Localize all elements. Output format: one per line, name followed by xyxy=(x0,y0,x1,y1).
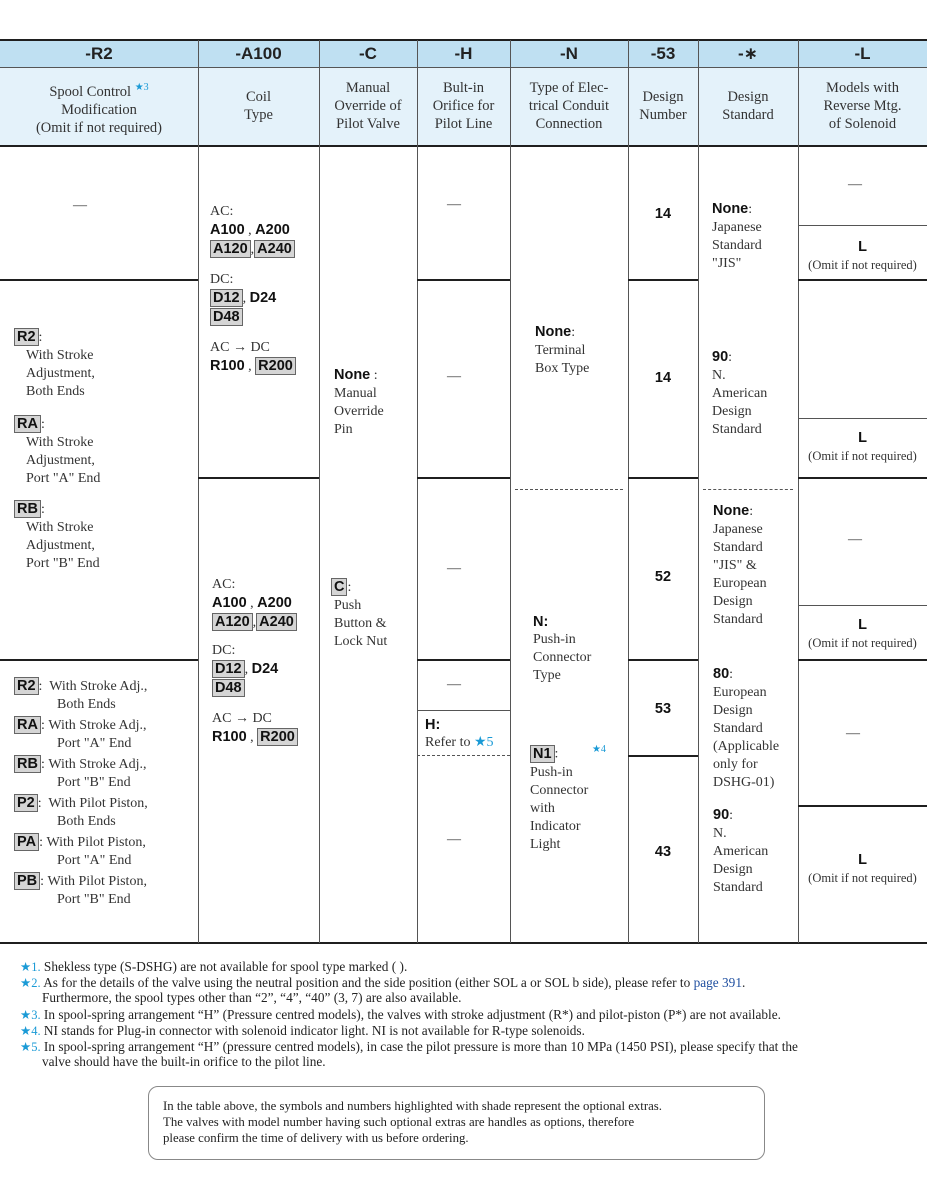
info-line: In the table above, the symbols and numbers highlighted with shade represent the optional extras. xyxy=(163,1099,662,1113)
table-bottom-border xyxy=(0,942,927,944)
manual-option-none: None : Manual Override Pin xyxy=(334,367,384,437)
spool-code: R2 xyxy=(14,328,39,346)
dash-cell: — xyxy=(447,561,461,576)
page-link[interactable]: page 391 xyxy=(693,975,742,990)
design-standard: None: Japanese Standard "JIS" xyxy=(712,201,762,271)
row-divider-dashed xyxy=(703,489,793,490)
spool-option: PB : With Pilot Piston, Port "B" End xyxy=(14,872,147,909)
header-label: Design Standard xyxy=(722,89,774,123)
coil-options: AC: A100 , A200 A120 , A240 DC: D12 , D24 D48 AC → DC R100 , R200 xyxy=(212,576,298,747)
dash-cell: — xyxy=(447,369,461,384)
spool-option: PA : With Pilot Piston, Port "A" End xyxy=(14,833,146,870)
header-label: Type of Elec- trical Conduit Connection xyxy=(528,80,610,132)
header-label: Models with Reverse Mtg. of Solenoid xyxy=(823,80,902,132)
spool-option: R2 : With Stroke Adjustment, Both Ends xyxy=(14,328,95,401)
reverse-option: L (Omit if not required) xyxy=(808,617,917,650)
row-divider xyxy=(798,225,927,226)
manual-option-c: C : Push Button & Lock Nut xyxy=(331,578,387,651)
row-divider xyxy=(798,418,927,419)
spool-option: P2 : With Pilot Piston, Both Ends xyxy=(14,794,148,831)
spool-option: RB : With Stroke Adj., Port "B" End xyxy=(14,755,147,792)
row-divider xyxy=(798,659,927,661)
dash-cell: — xyxy=(848,532,862,547)
dash-cell: — xyxy=(447,677,461,692)
row-divider xyxy=(628,477,698,479)
header-bottom-border xyxy=(0,145,927,147)
row-divider xyxy=(0,659,198,661)
conduit-option-n1: N1 : $^{★4}$ Push-in Connector with Indicator Light xyxy=(530,744,606,852)
spool-option: RA : With Stroke Adj., Port "A" End xyxy=(14,716,147,753)
header-label: Coil Type xyxy=(244,89,273,123)
header-label: Manual Override of Pilot Valve xyxy=(334,80,402,132)
row-divider xyxy=(628,279,698,281)
footnote-continued: Furthermore, the spool types other than “2”, “4”, “40” (3, 7) are also available. xyxy=(42,990,462,1005)
header-code: -C xyxy=(359,44,377,63)
row-divider xyxy=(0,279,198,281)
design-standard: None: Japanese Standard "JIS" & European Design Standard xyxy=(713,503,767,627)
column-divider xyxy=(798,40,799,943)
reverse-option: L (Omit if not required) xyxy=(808,430,917,463)
row-divider-dashed xyxy=(515,489,623,490)
row-divider xyxy=(417,279,510,281)
options-info-box xyxy=(148,1086,765,1160)
footnote: ★3. In spool-spring arrangement “H” (Pressure centred models), the valves with stroke adjustment (R*) and pilot-piston (P*) are not available. xyxy=(20,1007,781,1022)
spool-code: RA xyxy=(14,415,41,433)
header-code: -R2 xyxy=(85,44,113,63)
info-line: please confirm the time of delivery with us before ordering. xyxy=(163,1131,469,1145)
reverse-option: L (Omit if not required) xyxy=(808,239,917,272)
row-divider xyxy=(628,659,698,661)
footnote-continued: valve should have the built-in orifice to the pilot line. xyxy=(42,1054,326,1069)
header-label: Design Number xyxy=(639,89,687,123)
design-standard: 90: N. American Design Standard xyxy=(713,807,769,895)
row-divider xyxy=(628,755,698,757)
design-number: 52 xyxy=(654,569,672,585)
row-divider-dashed xyxy=(417,755,510,756)
conduit-option-none: None: Terminal Box Type xyxy=(535,324,590,376)
column-divider xyxy=(319,40,320,943)
spool-option: RB : With Stroke Adjustment, Port "B" End xyxy=(14,500,100,573)
dash-cell: — xyxy=(848,177,862,192)
coil-options: AC: A100 , A200 A120 , A240 DC: D12 , D24 D48 AC → DC R100 , R200 xyxy=(210,203,296,376)
dash-cell: — xyxy=(447,197,461,212)
row-divider xyxy=(417,477,510,479)
row-divider xyxy=(798,279,927,281)
footnote: ★2. As for the details of the valve using the neutral position and the side position (either SOL a or SOL b side), please refer to page 391. xyxy=(20,975,746,990)
design-number: 53 xyxy=(654,701,672,717)
header-code: -∗ xyxy=(738,44,758,63)
conduit-option-n: N: Push-in Connector Type xyxy=(533,614,592,683)
footnote: ★1. Shekless type (S-DSHG) are not available for spool type marked ( ). xyxy=(20,959,408,974)
dash-cell: — xyxy=(73,198,87,213)
row-divider xyxy=(417,710,510,711)
design-standard: 80: European Design Standard (Applicable only for DSHG-01) xyxy=(713,666,780,790)
row-divider xyxy=(198,477,319,479)
column-divider xyxy=(198,40,199,943)
header-divider xyxy=(0,67,927,68)
row-divider xyxy=(798,605,927,606)
spool-option: RA : With Stroke Adjustment, Port "A" End xyxy=(14,415,100,488)
table-top-border xyxy=(0,39,927,41)
column-divider xyxy=(628,40,629,943)
column-divider xyxy=(417,40,418,943)
header-label: Spool Control $^{★3}$ Modification (Omit if not required) xyxy=(35,82,163,136)
header-code: -A100 xyxy=(235,44,282,63)
row-divider xyxy=(417,659,510,661)
design-number: 43 xyxy=(654,844,672,860)
footnote: ★5. In spool-spring arrangement “H” (pressure centred models), in case the pilot pressure is more than 10 MPa (1450 PSI), please specify that the xyxy=(20,1039,798,1054)
dash-cell: — xyxy=(447,832,461,847)
footnote: ★4. NI stands for Plug-in connector with solenoid indicator light. NI is not available for R-type solenoids. xyxy=(20,1023,585,1038)
row-divider xyxy=(798,805,927,807)
row-divider xyxy=(798,477,927,479)
design-standard: 90: N. American Design Standard xyxy=(712,349,768,437)
reverse-option: L (Omit if not required) xyxy=(808,852,917,885)
header-code: -N xyxy=(560,44,578,63)
info-line: The valves with model number having such optional extras are handles as options, therefore xyxy=(163,1115,635,1129)
column-divider xyxy=(510,40,511,943)
spool-code: RB xyxy=(14,500,41,518)
header-code: -L xyxy=(854,44,871,63)
design-number: 14 xyxy=(654,370,672,386)
dash-cell: — xyxy=(846,726,860,741)
orifice-option-h: H: Refer to ★5 xyxy=(425,717,494,750)
header-code: -H xyxy=(454,44,473,63)
column-divider xyxy=(698,40,699,943)
design-number: 14 xyxy=(654,206,672,222)
header-code: -53 xyxy=(650,44,676,63)
header-label: Bult-in Orifice for Pilot Line xyxy=(432,80,495,132)
spool-option: R2 : With Stroke Adj., Both Ends xyxy=(14,677,147,714)
